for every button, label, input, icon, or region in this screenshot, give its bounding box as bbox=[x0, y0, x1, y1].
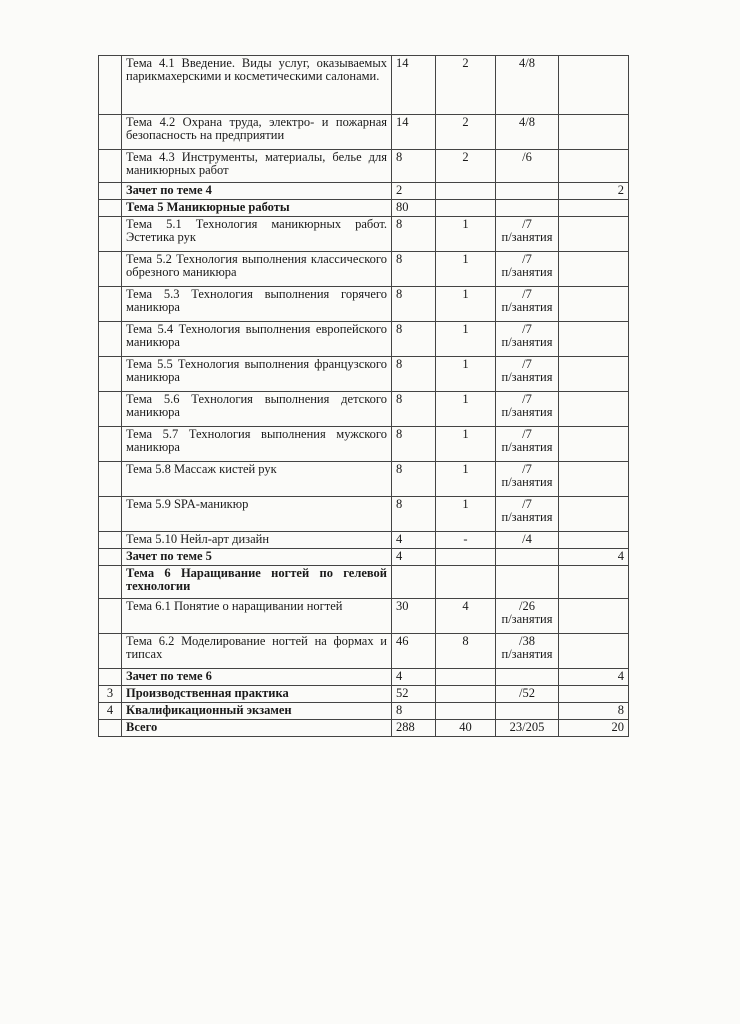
total-hours-cell: 8 bbox=[392, 287, 436, 322]
practice-hours-cell bbox=[496, 183, 559, 200]
total-hours-cell: 4 bbox=[392, 532, 436, 549]
exam-hours-cell: 20 bbox=[559, 720, 629, 737]
exam-hours-cell bbox=[559, 462, 629, 497]
practice-hours-cell bbox=[496, 200, 559, 217]
theory-hours-cell: 1 bbox=[436, 357, 496, 392]
theory-hours-cell: 1 bbox=[436, 427, 496, 462]
exam-hours-cell bbox=[559, 427, 629, 462]
row-number-cell bbox=[99, 357, 122, 392]
row-number-cell bbox=[99, 115, 122, 150]
table-row bbox=[99, 703, 629, 720]
topic-name-cell: Тема 4.3 Инструменты, материалы, белье для маникюрных работ bbox=[122, 150, 392, 183]
theory-hours-cell: 1 bbox=[436, 287, 496, 322]
table-row bbox=[99, 686, 629, 703]
topic-name-cell: Квалификационный экзамен bbox=[122, 703, 392, 720]
row-number-cell bbox=[99, 252, 122, 287]
total-hours-cell: 8 bbox=[392, 150, 436, 183]
table-row bbox=[99, 200, 629, 217]
theory-hours-cell bbox=[436, 686, 496, 703]
topic-name-cell: Тема 5.8 Массаж кистей рук bbox=[122, 462, 392, 497]
total-hours-cell: 8 bbox=[392, 392, 436, 427]
total-hours-cell: 8 bbox=[392, 462, 436, 497]
topic-name-cell: Всего bbox=[122, 720, 392, 737]
exam-hours-cell: 4 bbox=[559, 669, 629, 686]
practice-hours-cell bbox=[496, 669, 559, 686]
table-row bbox=[99, 56, 629, 115]
row-number-cell bbox=[99, 392, 122, 427]
theory-hours-cell: 1 bbox=[436, 392, 496, 427]
exam-hours-cell bbox=[559, 686, 629, 703]
table-row bbox=[99, 322, 629, 357]
table-row bbox=[99, 217, 629, 252]
table-row bbox=[99, 115, 629, 150]
total-hours-cell: 8 bbox=[392, 703, 436, 720]
exam-hours-cell bbox=[559, 150, 629, 183]
exam-hours-cell bbox=[559, 217, 629, 252]
practice-hours-cell: 4/8 bbox=[496, 115, 559, 150]
topic-name-cell: Тема 5 Маникюрные работы bbox=[122, 200, 392, 217]
total-hours-cell: 14 bbox=[392, 115, 436, 150]
practice-hours-cell: /4 bbox=[496, 532, 559, 549]
table-row bbox=[99, 357, 629, 392]
theory-hours-cell: 4 bbox=[436, 599, 496, 634]
row-number-cell bbox=[99, 150, 122, 183]
row-number-cell bbox=[99, 634, 122, 669]
row-number-cell bbox=[99, 532, 122, 549]
table-row bbox=[99, 532, 629, 549]
exam-hours-cell bbox=[559, 200, 629, 217]
curriculum-table bbox=[98, 55, 629, 737]
theory-hours-cell: 2 bbox=[436, 56, 496, 115]
exam-hours-cell bbox=[559, 497, 629, 532]
exam-hours-cell bbox=[559, 252, 629, 287]
exam-hours-cell bbox=[559, 56, 629, 115]
practice-hours-cell: 4/8 bbox=[496, 56, 559, 115]
total-hours-cell: 8 bbox=[392, 357, 436, 392]
exam-hours-cell: 2 bbox=[559, 183, 629, 200]
total-hours-cell: 2 bbox=[392, 183, 436, 200]
row-number-cell bbox=[99, 183, 122, 200]
table-row bbox=[99, 720, 629, 737]
exam-hours-cell bbox=[559, 599, 629, 634]
practice-hours-cell: /26 п/занятия bbox=[496, 599, 559, 634]
topic-name-cell: Тема 5.5 Технология выполнения французского маникюра bbox=[122, 357, 392, 392]
exam-hours-cell bbox=[559, 566, 629, 599]
theory-hours-cell: 1 bbox=[436, 252, 496, 287]
theory-hours-cell: 1 bbox=[436, 217, 496, 252]
practice-hours-cell: /7 п/занятия bbox=[496, 322, 559, 357]
practice-hours-cell: 23/205 bbox=[496, 720, 559, 737]
row-number-cell: 3 bbox=[99, 686, 122, 703]
topic-name-cell: Зачет по теме 5 bbox=[122, 549, 392, 566]
practice-hours-cell: /7 п/занятия bbox=[496, 287, 559, 322]
row-number-cell bbox=[99, 549, 122, 566]
table-row bbox=[99, 549, 629, 566]
practice-hours-cell: /7 п/занятия bbox=[496, 497, 559, 532]
table-row bbox=[99, 252, 629, 287]
topic-name-cell: Тема 4.1 Введение. Виды услуг, оказываемых парикмахерскими и косметическими салонами. bbox=[122, 56, 392, 115]
row-number-cell bbox=[99, 599, 122, 634]
practice-hours-cell: /52 bbox=[496, 686, 559, 703]
total-hours-cell: 288 bbox=[392, 720, 436, 737]
row-number-cell bbox=[99, 720, 122, 737]
total-hours-cell: 4 bbox=[392, 669, 436, 686]
row-number-cell bbox=[99, 217, 122, 252]
topic-name-cell: Тема 5.2 Технология выполнения классического обрезного маникюра bbox=[122, 252, 392, 287]
theory-hours-cell: 1 bbox=[436, 497, 496, 532]
table-row bbox=[99, 427, 629, 462]
theory-hours-cell: 40 bbox=[436, 720, 496, 737]
topic-name-cell: Тема 5.9 SPA-маникюр bbox=[122, 497, 392, 532]
total-hours-cell: 8 bbox=[392, 217, 436, 252]
exam-hours-cell bbox=[559, 322, 629, 357]
exam-hours-cell bbox=[559, 532, 629, 549]
practice-hours-cell: /7 п/занятия bbox=[496, 252, 559, 287]
row-number-cell: 4 bbox=[99, 703, 122, 720]
theory-hours-cell: 1 bbox=[436, 462, 496, 497]
total-hours-cell: 80 bbox=[392, 200, 436, 217]
theory-hours-cell bbox=[436, 566, 496, 599]
row-number-cell bbox=[99, 669, 122, 686]
row-number-cell bbox=[99, 462, 122, 497]
table-row bbox=[99, 462, 629, 497]
topic-name-cell: Тема 5.10 Нейл-арт дизайн bbox=[122, 532, 392, 549]
topic-name-cell: Тема 5.4 Технология выполнения европейского маникюра bbox=[122, 322, 392, 357]
total-hours-cell: 30 bbox=[392, 599, 436, 634]
topic-name-cell: Тема 5.7 Технология выполнения мужского маникюра bbox=[122, 427, 392, 462]
exam-hours-cell bbox=[559, 392, 629, 427]
practice-hours-cell: /7 п/занятия bbox=[496, 427, 559, 462]
practice-hours-cell: /7 п/занятия bbox=[496, 217, 559, 252]
table-row bbox=[99, 392, 629, 427]
table-row bbox=[99, 634, 629, 669]
topic-name-cell: Тема 6 Наращивание ногтей по гелевой технологии bbox=[122, 566, 392, 599]
topic-name-cell: Тема 5.1 Технология маникюрных работ. Эстетика рук bbox=[122, 217, 392, 252]
exam-hours-cell: 8 bbox=[559, 703, 629, 720]
total-hours-cell: 52 bbox=[392, 686, 436, 703]
topic-name-cell: Зачет по теме 4 bbox=[122, 183, 392, 200]
table-row bbox=[99, 183, 629, 200]
practice-hours-cell bbox=[496, 549, 559, 566]
practice-hours-cell: /38 п/занятия bbox=[496, 634, 559, 669]
total-hours-cell: 4 bbox=[392, 549, 436, 566]
table-row bbox=[99, 150, 629, 183]
theory-hours-cell: 8 bbox=[436, 634, 496, 669]
theory-hours-cell bbox=[436, 549, 496, 566]
theory-hours-cell bbox=[436, 703, 496, 720]
row-number-cell bbox=[99, 497, 122, 532]
theory-hours-cell bbox=[436, 669, 496, 686]
practice-hours-cell bbox=[496, 566, 559, 599]
topic-name-cell: Тема 4.2 Охрана труда, электро- и пожарная безопасность на предприятии bbox=[122, 115, 392, 150]
total-hours-cell bbox=[392, 566, 436, 599]
total-hours-cell: 8 bbox=[392, 497, 436, 532]
practice-hours-cell: /6 bbox=[496, 150, 559, 183]
practice-hours-cell: /7 п/занятия bbox=[496, 462, 559, 497]
theory-hours-cell: 2 bbox=[436, 150, 496, 183]
table-row bbox=[99, 566, 629, 599]
total-hours-cell: 8 bbox=[392, 252, 436, 287]
exam-hours-cell: 4 bbox=[559, 549, 629, 566]
row-number-cell bbox=[99, 322, 122, 357]
theory-hours-cell bbox=[436, 183, 496, 200]
topic-name-cell: Производственная практика bbox=[122, 686, 392, 703]
theory-hours-cell: 1 bbox=[436, 322, 496, 357]
exam-hours-cell bbox=[559, 357, 629, 392]
theory-hours-cell bbox=[436, 200, 496, 217]
row-number-cell bbox=[99, 566, 122, 599]
row-number-cell bbox=[99, 56, 122, 115]
row-number-cell bbox=[99, 200, 122, 217]
topic-name-cell: Тема 5.3 Технология выполнения горячего маникюра bbox=[122, 287, 392, 322]
total-hours-cell: 14 bbox=[392, 56, 436, 115]
row-number-cell bbox=[99, 427, 122, 462]
practice-hours-cell: /7 п/занятия bbox=[496, 357, 559, 392]
theory-hours-cell: - bbox=[436, 532, 496, 549]
topic-name-cell: Тема 5.6 Технология выполнения детского маникюра bbox=[122, 392, 392, 427]
topic-name-cell: Тема 6.1 Понятие о наращивании ногтей bbox=[122, 599, 392, 634]
practice-hours-cell: /7 п/занятия bbox=[496, 392, 559, 427]
theory-hours-cell: 2 bbox=[436, 115, 496, 150]
table-row bbox=[99, 497, 629, 532]
exam-hours-cell bbox=[559, 287, 629, 322]
topic-name-cell: Тема 6.2 Моделирование ногтей на формах и типсах bbox=[122, 634, 392, 669]
practice-hours-cell bbox=[496, 703, 559, 720]
topic-name-cell: Зачет по теме 6 bbox=[122, 669, 392, 686]
table-body bbox=[99, 56, 629, 737]
row-number-cell bbox=[99, 287, 122, 322]
table-row bbox=[99, 599, 629, 634]
exam-hours-cell bbox=[559, 115, 629, 150]
exam-hours-cell bbox=[559, 634, 629, 669]
table-row bbox=[99, 287, 629, 322]
table-row bbox=[99, 669, 629, 686]
total-hours-cell: 8 bbox=[392, 322, 436, 357]
total-hours-cell: 46 bbox=[392, 634, 436, 669]
total-hours-cell: 8 bbox=[392, 427, 436, 462]
